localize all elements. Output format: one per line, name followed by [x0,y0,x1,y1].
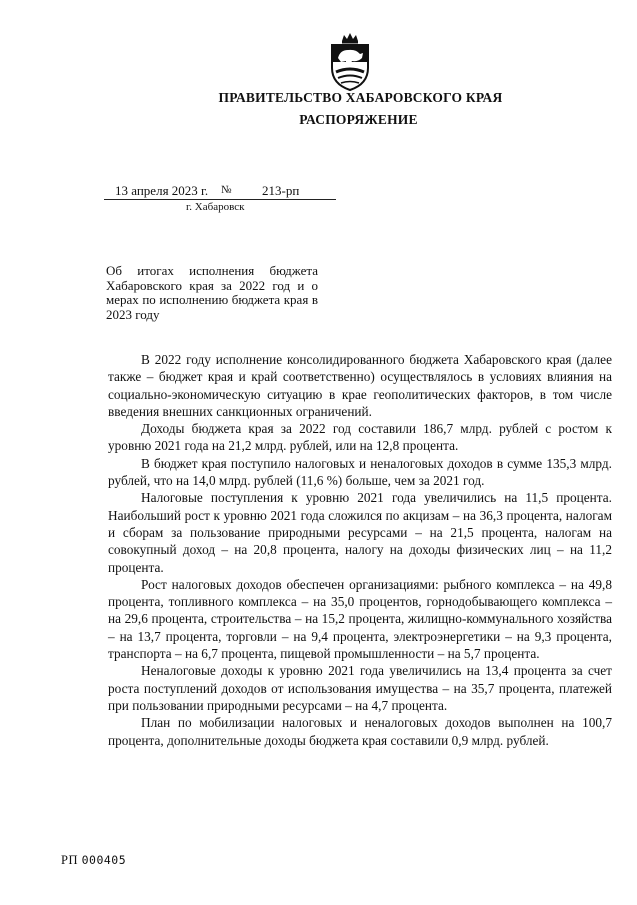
number-sign: № [221,184,232,196]
document-number: 213-рп [262,183,300,198]
government-title: ПРАВИТЕЛЬСТВО ХАБАРОВСКОГО КРАЯ [218,90,503,105]
body-paragraph: Налоговые поступления к уровню 2021 года увеличились на 11,5 процента. Наибольший рост к уровню 2021 года сложился по акцизам – на 36,3 процента, налогам и сборам за пользование природными ресурсами – на 21,5 процента, налогам на совокупный доход – на 20,8 процента, налогу на доходы физических лиц – на 11,2 процента. [108,490,612,575]
body-paragraph: В 2022 году исполнение консолидированного бюджета Хабаровского края (далее также – бюджет края и край соответственно) осуществлялось в условиях влияния на социально-экономическую ситуацию в крае геополитических факторов, в том числе введения внешних санкционных ограничений. [108,352,612,419]
document-date: 13 апреля 2023 г. [115,183,209,198]
body-paragraph: Рост налоговых доходов обеспечен организациями: рыбного комплекса – на 49,8 процента, топливного комплекса – на 35,0 процентов, горнодобывающего комплекса – на 29,6 процента, строительства – на 15,2 процента, жилищно-коммунального хозяйства – на 13,7 процента, торговли – на 9,4 процента, электроэнергетики – на 9,3 процента, транспорта – на 6,7 процента, пищевой промышленности – на 5,7 процента. [108,576,612,662]
document-type-title: РАСПОРЯЖЕНИЕ [299,112,418,127]
body-paragraph: План по мобилизации налоговых и неналоговых доходов выполнен на 100,7 процента, дополнительные доходы бюджета края составили 0,9 млрд. рублей. [108,715,612,748]
document-city: г. Хабаровск [186,201,245,213]
form-serial-number: 000405 [81,853,127,867]
coat-of-arms-emblem [326,32,374,92]
body-paragraph: В бюджет края поступило налоговых и неналоговых доходов в сумме 135,3 млрд. рублей, что на 14,0 млрд. рублей (11,6 %) больше, чем за 2021 год. [108,455,612,489]
form-series: РП [61,853,78,867]
date-number-underline [104,199,336,200]
form-serial-footer [61,853,126,868]
body-paragraph: Неналоговые доходы к уровню 2021 года увеличились на 13,4 процента за счет роста поступлений доходов от использования имущества – на 35,7 процента, платежей при пользовании природными ресурсами – на 4,7 процента. [108,663,612,713]
document-subject: Об итогах исполнения бюджета Хабаровского края за 2022 год и о мерах по исполнению бюджета края в 2023 году [106,263,318,322]
document-body [108,351,612,749]
body-paragraph: Доходы бюджета края за 2022 год составили 186,7 млрд. рублей с ростом к уровню 2021 года на 21,2 млрд. рублей, или на 12,8 процента. [108,421,612,454]
